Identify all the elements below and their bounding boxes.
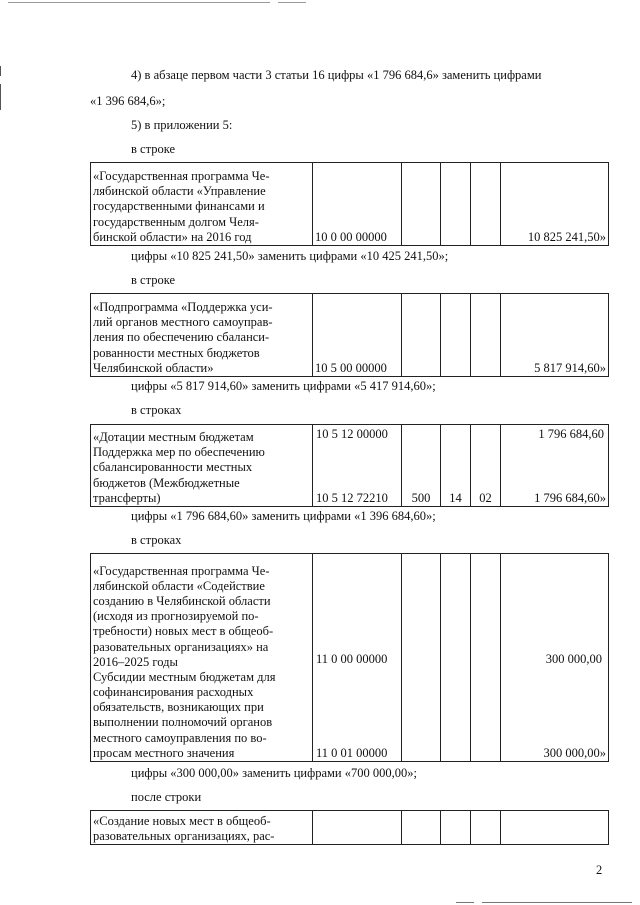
- target-code-cell: 10 0 00 00000: [313, 163, 402, 246]
- expense-type-cell: 500: [402, 425, 441, 507]
- row4-intro: в строках: [131, 533, 182, 547]
- section-cell: [441, 294, 471, 377]
- scan-artifact-bottom: [482, 902, 632, 903]
- amount-cell: 300 000,00 300 000,00»: [501, 554, 609, 762]
- budget-row-table-2: [90, 293, 609, 377]
- row3-intro: в строках: [131, 403, 182, 417]
- row-name-cell: «Государственная программа Че- лябинской области «Содействие созданию в Челябинской области (исходя из прогнозируемой по- требности) новых мест в общеоб- разовательных организациях» на 2016–2025 годы Субсидии местным бюджетам для софинансирования расходных обязательств, возникающих при выполнении полномочий органов местного самоуправления по во- просам местного значения: [91, 554, 313, 762]
- paragraph-item5: 5) в приложении 5:: [131, 118, 233, 132]
- subsection-cell: [471, 554, 501, 762]
- amount-cell: 10 825 241,50»: [501, 163, 609, 246]
- expense-type-cell: [402, 554, 441, 762]
- row1-intro: в строке: [131, 142, 176, 156]
- paragraph-item4-line2: «1 396 684,6»;: [90, 94, 166, 108]
- expense-type-cell: [402, 163, 441, 246]
- section-cell: 14: [441, 425, 471, 507]
- amount-cell: 5 817 914,60»: [501, 294, 609, 377]
- scan-artifact-bottom: [456, 902, 474, 903]
- amount-cell: 1 796 684,60 1 796 684,60»: [501, 425, 609, 507]
- target-code-cell: 10 5 12 00000 10 5 12 72210: [313, 425, 402, 507]
- scan-artifact-top: [8, 2, 270, 3]
- row-name-cell: «Создание новых мест в общеоб- разовательных организациях, рас-: [91, 811, 313, 845]
- subsection-cell: 02: [471, 425, 501, 507]
- target-code-cell: [313, 811, 402, 845]
- row4-after: цифры «300 000,00» заменить цифрами «700 000,00»;: [131, 766, 417, 780]
- subsection-cell: [471, 163, 501, 246]
- scan-artifact-top-right: [278, 2, 306, 3]
- page-number: 2: [596, 863, 603, 877]
- row3-after: цифры «1 796 684,60» заменить цифрами «1 396 684,60»;: [131, 509, 436, 523]
- row2-intro: в строке: [131, 273, 176, 287]
- budget-row-table-1: [90, 162, 609, 246]
- subsection-cell: [471, 294, 501, 377]
- target-code-cell: 10 5 00 00000: [313, 294, 402, 377]
- section-cell: [441, 811, 471, 845]
- expense-type-cell: [402, 294, 441, 377]
- paragraph-item4-line1: 4) в абзаце первом части 3 статьи 16 цифры «1 796 684,6» заменить цифрами: [131, 68, 542, 82]
- row1-after: цифры «10 825 241,50» заменить цифрами «10 425 241,50»;: [131, 249, 449, 263]
- row2-after: цифры «5 817 914,60» заменить цифрами «5 417 914,60»;: [131, 379, 436, 393]
- budget-row-table-3: [90, 424, 609, 507]
- expense-type-cell: [402, 811, 441, 845]
- budget-row-table-5: [90, 810, 609, 845]
- budget-row-table-4: [90, 553, 609, 762]
- section-cell: [441, 163, 471, 246]
- row5-intro: после строки: [131, 790, 202, 804]
- amount-cell: [501, 811, 609, 845]
- row-name-cell: «Государственная программа Че- лябинской области «Управление государственными финансами и государственным долгом Челя- бинской области» на 2016 год: [91, 163, 313, 246]
- row-name-cell: «Дотации местным бюджетам Поддержка мер по обеспечению сбалансированности местных бюджетов (Межбюджетные трансферты): [91, 425, 313, 507]
- row-name-cell: «Подпрограмма «Поддержка уси- лий органов местного самоуправ- ления по обеспечению сбаланси- рованности местных бюджетов Челябинской области»: [91, 294, 313, 377]
- section-cell: [441, 554, 471, 762]
- subsection-cell: [471, 811, 501, 845]
- margin-mark: [0, 84, 1, 110]
- target-code-cell: 11 0 00 00000 11 0 01 00000: [313, 554, 402, 762]
- margin-mark: [0, 66, 1, 76]
